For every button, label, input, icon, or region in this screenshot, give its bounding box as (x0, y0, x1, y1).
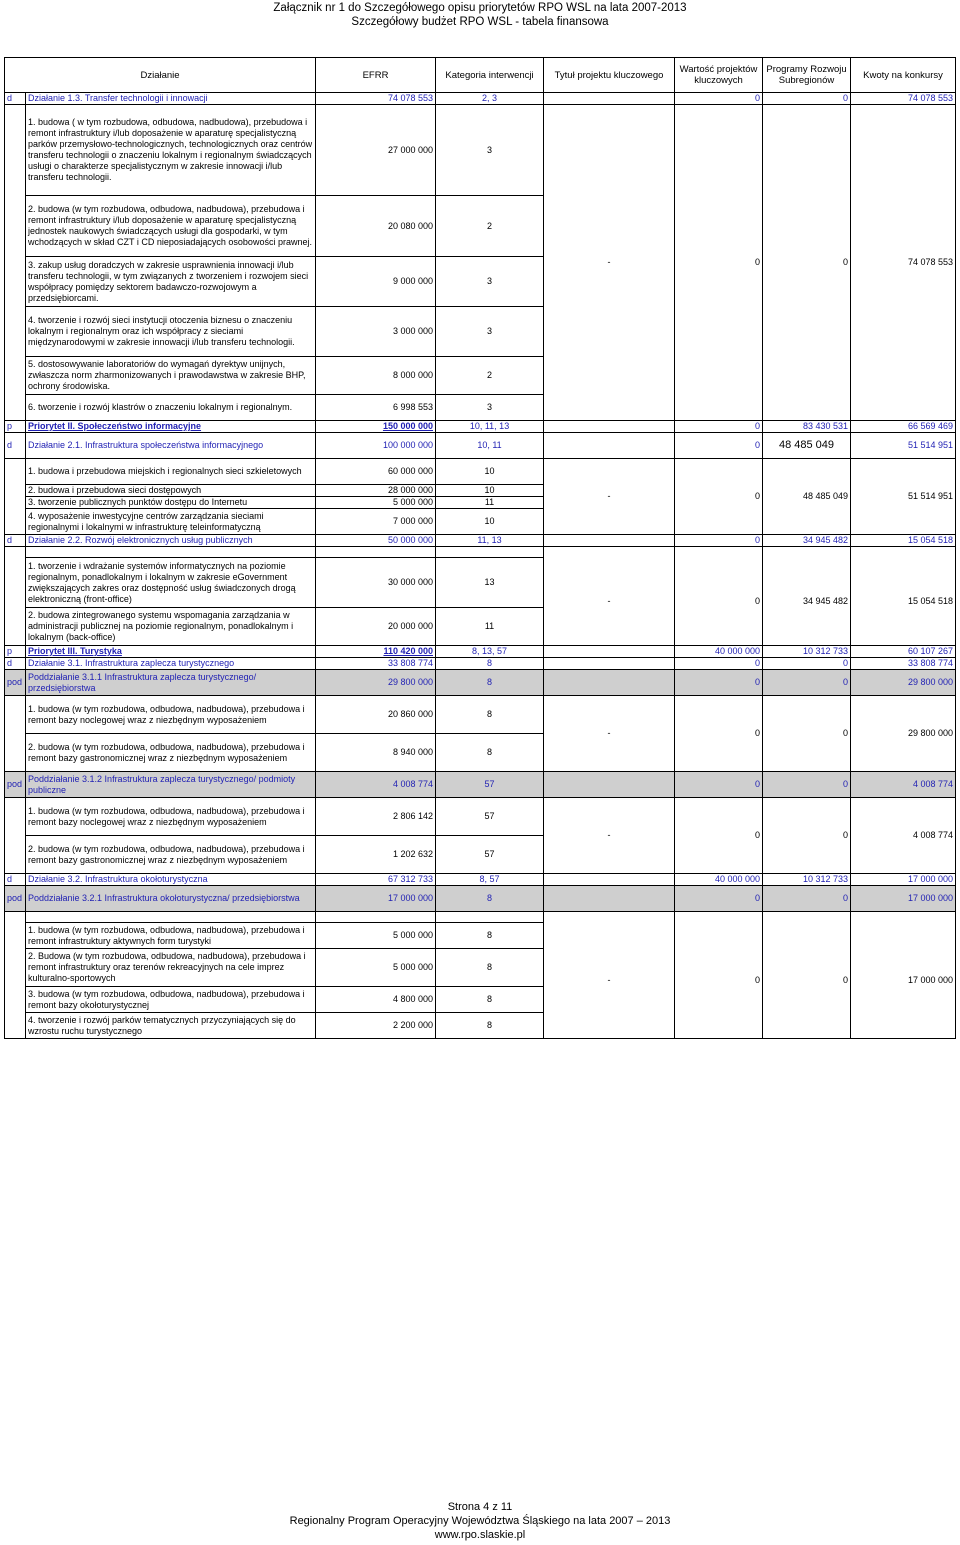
group-kwoty: 29 800 000 (851, 696, 956, 772)
row-efrr: 74 078 553 (316, 93, 436, 105)
row-title: Priorytet III. Turystyka (26, 646, 316, 658)
row-kwoty: 60 107 267 (851, 646, 956, 658)
row-code: d (5, 433, 26, 459)
subaction-row (5, 772, 956, 798)
item-kategoria: 10 (436, 509, 544, 535)
group-tytul: - (544, 696, 675, 772)
item-title: 4. tworzenie i rozwój sieci instytucji otoczenia biznesu o znaczeniu lokalnym i regionalnym oraz ich współpracy z sieciami międzynarodowymi w zakresie innowacji i/lub transferu technologii. (26, 307, 316, 357)
row-wartosc: 0 (675, 93, 763, 105)
item-kategoria: 8 (436, 696, 544, 734)
item-row (5, 459, 956, 485)
row-programy: 10 312 733 (763, 646, 851, 658)
group-programy: 0 (763, 798, 851, 874)
item-row (5, 798, 956, 836)
item-efrr: 20 080 000 (316, 196, 436, 257)
row-title: Poddziałanie 3.2.1 Infrastruktura okołoturystyczna/ przedsiębiorstwa (26, 886, 316, 912)
row-title: Działanie 1.3. Transfer technologii i innowacji (26, 93, 316, 105)
row-title: Działanie 3.2. Infrastruktura okołoturystyczna (26, 874, 316, 886)
row-code: p (5, 646, 26, 658)
row-kategoria: 8 (436, 670, 544, 696)
item-efrr: 8 000 000 (316, 357, 436, 395)
item-efrr: 30 000 000 (316, 558, 436, 608)
table-header-row (5, 58, 956, 93)
item-kategoria: 57 (436, 836, 544, 874)
row-kwoty: 15 054 518 (851, 535, 956, 547)
row-code: pod (5, 886, 26, 912)
row-kwoty: 66 569 469 (851, 421, 956, 433)
row-title: Działanie 2.2. Rozwój elektronicznych usług publicznych (26, 535, 316, 547)
item-efrr: 4 800 000 (316, 987, 436, 1013)
item-kategoria: 2 (436, 196, 544, 257)
blank-cell (5, 459, 26, 535)
item-efrr: 7 000 000 (316, 509, 436, 535)
document-subtitle: Szczegółowy budżet RPO WSL - tabela finansowa (351, 16, 609, 28)
group-wartosc: 0 (675, 696, 763, 772)
row-kategoria: 8 (436, 658, 544, 670)
row-kategoria: 10, 11, 13 (436, 421, 544, 433)
item-efrr: 27 000 000 (316, 105, 436, 196)
item-title: 5. dostosowywanie laboratoriów do wymagań dyrektyw unijnych, zwłaszcza norm zharmonizowanych i prawodawstwa w zakresie BHP, ochrony środowiska. (26, 357, 316, 395)
item-kategoria: 10 (436, 485, 544, 497)
item-kategoria: 8 (436, 1013, 544, 1039)
item-efrr: 20 860 000 (316, 696, 436, 734)
item-kategoria: 2 (436, 357, 544, 395)
row-code: d (5, 658, 26, 670)
row-code: d (5, 93, 26, 105)
item-title: 1. budowa (w tym rozbudowa, odbudowa, nadbudowa), przebudowa i remont bazy noclegowej wraz z niezbędnym wyposażeniem (26, 798, 316, 836)
row-kwoty: 74 078 553 (851, 93, 956, 105)
item-title: 6. tworzenie i rozwój klastrów o znaczeniu lokalnym i regionalnym. (26, 395, 316, 421)
item-title: 2. budowa i przebudowa sieci dostępowych (26, 485, 316, 497)
row-wartosc: 0 (675, 670, 763, 696)
row-tytul (544, 658, 675, 670)
document-title: Załącznik nr 1 do Szczegółowego opisu priorytetów RPO WSL na lata 2007-2013 (273, 2, 687, 14)
group-kwoty: 17 000 000 (851, 923, 956, 1039)
item-efrr: 3 000 000 (316, 307, 436, 357)
header-wartosc: Wartość projektów kluczowych (675, 58, 763, 93)
group-programy: 48 485 049 (763, 459, 851, 535)
row-wartosc: 40 000 000 (675, 646, 763, 658)
row-code: pod (5, 670, 26, 696)
action-row (5, 535, 956, 547)
item-title: 1. budowa ( w tym rozbudowa, odbudowa, nadbudowa), przebudowa i remont infrastruktury i/lub doposażenie w aparaturę specjalistyczną parków przemysłowo-technologicznych, technologicznych oraz centrów transferu technologii o znaczeniu lokalnym i regionalnym świadczących usługi o charakterze specjalistycznym w zakresie innowacji i/lub transferu technologii. (26, 105, 316, 196)
priority-row (5, 421, 956, 433)
item-title: 3. tworzenie publicznych punktów dostępu do Internetu (26, 497, 316, 509)
item-kategoria: 8 (436, 987, 544, 1013)
row-efrr: 33 808 774 (316, 658, 436, 670)
item-title: 2. budowa (w tym rozbudowa, odbudowa, nadbudowa), przebudowa i remont infrastruktury i/lub doposażenie w aparaturę specjalistyczną jednostek naukowych świadczących usługi dla gospodarki, w tym wchodzących w skład CZT i CD nieposiadających osobowości prawnej. (26, 196, 316, 257)
row-tytul (544, 874, 675, 886)
blank-cell (5, 105, 26, 421)
item-efrr: 2 200 000 (316, 1013, 436, 1039)
row-tytul (544, 433, 675, 459)
row-kategoria: 8, 57 (436, 874, 544, 886)
item-efrr: 5 000 000 (316, 923, 436, 949)
row-title: Działanie 2.1. Infrastruktura społeczeństwa informacyjnego (26, 433, 316, 459)
item-kategoria: 10 (436, 459, 544, 485)
row-wartosc: 0 (675, 535, 763, 547)
footer-program-name: Regionalny Program Operacyjny Województwa Śląskiego na lata 2007 – 2013 (289, 1515, 671, 1527)
group-kwoty: 74 078 553 (851, 105, 956, 421)
action-row (5, 433, 956, 459)
row-title: Priorytet II. Społeczeństwo informacyjne (26, 421, 316, 433)
row-efrr: 29 800 000 (316, 670, 436, 696)
item-efrr: 9 000 000 (316, 257, 436, 307)
item-efrr: 28 000 000 (316, 485, 436, 497)
group-programy: 0 (763, 923, 851, 1039)
row-kategoria: 57 (436, 772, 544, 798)
item-kategoria: 3 (436, 257, 544, 307)
group-wartosc: 0 (675, 459, 763, 535)
group-programy: 34 945 482 (763, 558, 851, 646)
row-kwoty: 17 000 000 (851, 886, 956, 912)
row-programy: 48 485 049 (763, 433, 851, 459)
row-tytul (544, 535, 675, 547)
row-tytul (544, 772, 675, 798)
row-programy: 0 (763, 93, 851, 105)
row-kategoria: 8 (436, 886, 544, 912)
blank-cell (5, 798, 26, 874)
group-wartosc: 0 (675, 798, 763, 874)
item-efrr: 6 998 553 (316, 395, 436, 421)
group-kwoty: 15 054 518 (851, 558, 956, 646)
item-kategoria: 8 (436, 949, 544, 987)
subaction-row (5, 886, 956, 912)
row-wartosc: 0 (675, 421, 763, 433)
item-title: 1. tworzenie i wdrażanie systemów informatycznych na poziomie regionalnym, ponadlokalnym i lokalnym w zakresie eGovernment zwiększających zakres oraz dostępność usług świadczonych drogą elektroniczną (front-office) (26, 558, 316, 608)
row-efrr: 150 000 000 (316, 421, 436, 433)
row-efrr: 110 420 000 (316, 646, 436, 658)
item-title: 2. Budowa (w tym rozbudowa, odbudowa, nadbudowa), przebudowa i remont infrastruktury oraz terenów rekreacyjnych na cele imprez kulturalno-sportowych (26, 949, 316, 987)
item-title: 1. budowa (w tym rozbudowa, odbudowa, nadbudowa), przebudowa i remont infrastruktury aktywnych form turystyki (26, 923, 316, 949)
header-programy: Programy Rozwoju Subregionów (763, 58, 851, 93)
group-kwoty: 4 008 774 (851, 798, 956, 874)
item-title: 1. budowa (w tym rozbudowa, odbudowa, nadbudowa), przebudowa i remont bazy noclegowej wraz z niezbędnym wyposażeniem (26, 696, 316, 734)
item-efrr: 2 806 142 (316, 798, 436, 836)
spacer-row (5, 547, 956, 558)
row-efrr: 17 000 000 (316, 886, 436, 912)
group-wartosc: 0 (675, 558, 763, 646)
item-kategoria: 57 (436, 798, 544, 836)
row-programy: 0 (763, 670, 851, 696)
row-title: Poddziałanie 3.1.2 Infrastruktura zaplecza turystycznego/ podmioty publiczne (26, 772, 316, 798)
row-kategoria: 11, 13 (436, 535, 544, 547)
row-kategoria: 8, 13, 57 (436, 646, 544, 658)
blank-cell (5, 696, 26, 772)
item-kategoria: 3 (436, 307, 544, 357)
spacer-row (5, 912, 956, 923)
group-tytul: - (544, 459, 675, 535)
item-kategoria: 11 (436, 608, 544, 646)
group-wartosc: 0 (675, 105, 763, 421)
item-title: 3. zakup usług doradczych w zakresie usprawnienia innowacji i/lub transferu technologii, w tym związanych z tworzeniem i rozwojem sieci współpracy pomiędzy sektorem badawczo-rozwojowym a przedsiębiorcami. (26, 257, 316, 307)
item-efrr: 8 940 000 (316, 734, 436, 772)
row-kwoty: 33 808 774 (851, 658, 956, 670)
item-kategoria: 8 (436, 734, 544, 772)
blank-cell (5, 558, 26, 646)
item-efrr: 1 202 632 (316, 836, 436, 874)
page-number: Strona 4 z 11 (447, 1501, 513, 1513)
group-tytul: - (544, 105, 675, 421)
item-title: 1. budowa i przebudowa miejskich i regionalnych sieci szkieletowych (26, 459, 316, 485)
row-programy: 10 312 733 (763, 874, 851, 886)
row-code: d (5, 874, 26, 886)
group-tytul: - (544, 798, 675, 874)
action-row (5, 93, 956, 105)
item-title: 3. budowa (w tym rozbudowa, odbudowa, nadbudowa), przebudowa i remont bazy okołoturystycznej (26, 987, 316, 1013)
row-wartosc: 0 (675, 886, 763, 912)
action-row (5, 658, 956, 670)
row-kwoty: 17 000 000 (851, 874, 956, 886)
row-tytul (544, 93, 675, 105)
item-title: 2. budowa (w tym rozbudowa, odbudowa, nadbudowa), przebudowa i remont bazy gastronomicznej wraz z niezbędnym wyposażeniem (26, 734, 316, 772)
header-kategoria: Kategoria interwencji (436, 58, 544, 93)
row-programy: 34 945 482 (763, 535, 851, 547)
footer-url: www.rpo.slaskie.pl (434, 1529, 526, 1541)
row-wartosc: 40 000 000 (675, 874, 763, 886)
budget-table (4, 57, 956, 1039)
item-row (5, 558, 956, 608)
row-kwoty: 51 514 951 (851, 433, 956, 459)
row-kategoria: 10, 11 (436, 433, 544, 459)
row-code: pod (5, 772, 26, 798)
group-wartosc: 0 (675, 923, 763, 1039)
item-efrr: 5 000 000 (316, 497, 436, 509)
group-programy: 0 (763, 105, 851, 421)
header-efrr: EFRR (316, 58, 436, 93)
item-kategoria: 11 (436, 497, 544, 509)
header-kwoty: Kwoty na konkursy (851, 58, 956, 93)
subaction-row (5, 670, 956, 696)
item-kategoria: 13 (436, 558, 544, 608)
row-tytul (544, 886, 675, 912)
header-dzialanie: Działanie (5, 58, 316, 93)
row-wartosc: 0 (675, 772, 763, 798)
item-kategoria: 3 (436, 395, 544, 421)
action-row (5, 874, 956, 886)
row-efrr: 4 008 774 (316, 772, 436, 798)
row-programy: 0 (763, 772, 851, 798)
item-efrr: 60 000 000 (316, 459, 436, 485)
row-programy: 0 (763, 886, 851, 912)
item-title: 4. tworzenie i rozwój parków tematycznych przyczyniających się do wzrostu ruchu turystycznego (26, 1013, 316, 1039)
row-kwoty: 29 800 000 (851, 670, 956, 696)
row-efrr: 67 312 733 (316, 874, 436, 886)
item-kategoria: 3 (436, 105, 544, 196)
row-programy: 83 430 531 (763, 421, 851, 433)
priority-row (5, 646, 956, 658)
item-title: 4. wyposażenie inwestycyjne centrów zarządzania sieciami regionalnymi i lokalnymi w infrastrukturę teleinformatyczną (26, 509, 316, 535)
row-wartosc: 0 (675, 433, 763, 459)
row-wartosc: 0 (675, 658, 763, 670)
row-title: Poddziałanie 3.1.1 Infrastruktura zaplecza turystycznego/ przedsiębiorstwa (26, 670, 316, 696)
row-tytul (544, 421, 675, 433)
row-tytul (544, 670, 675, 696)
blank-cell (5, 923, 26, 1039)
item-title: 2. budowa (w tym rozbudowa, odbudowa, nadbudowa), przebudowa i remont bazy gastronomicznej wraz z niezbędnym wyposażeniem (26, 836, 316, 874)
row-programy: 0 (763, 658, 851, 670)
group-programy: 0 (763, 696, 851, 772)
row-title: Działanie 3.1. Infrastruktura zaplecza turystycznego (26, 658, 316, 670)
row-kwoty: 4 008 774 (851, 772, 956, 798)
item-efrr: 5 000 000 (316, 949, 436, 987)
item-title: 2. budowa zintegrowanego systemu wspomagania zarządzania w administracji publicznej na poziomie regionalnym, ponadlokalnym i lokalnym (back-office) (26, 608, 316, 646)
item-efrr: 20 000 000 (316, 608, 436, 646)
group-tytul: - (544, 558, 675, 646)
row-code: p (5, 421, 26, 433)
row-efrr: 50 000 000 (316, 535, 436, 547)
row-efrr: 100 000 000 (316, 433, 436, 459)
row-code: d (5, 535, 26, 547)
group-kwoty: 51 514 951 (851, 459, 956, 535)
item-row (5, 923, 956, 949)
group-tytul: - (544, 923, 675, 1039)
item-kategoria: 8 (436, 923, 544, 949)
header-tytul: Tytuł projektu kluczowego (544, 58, 675, 93)
item-row (5, 105, 956, 196)
row-tytul (544, 646, 675, 658)
item-row (5, 696, 956, 734)
row-kategoria: 2, 3 (436, 93, 544, 105)
